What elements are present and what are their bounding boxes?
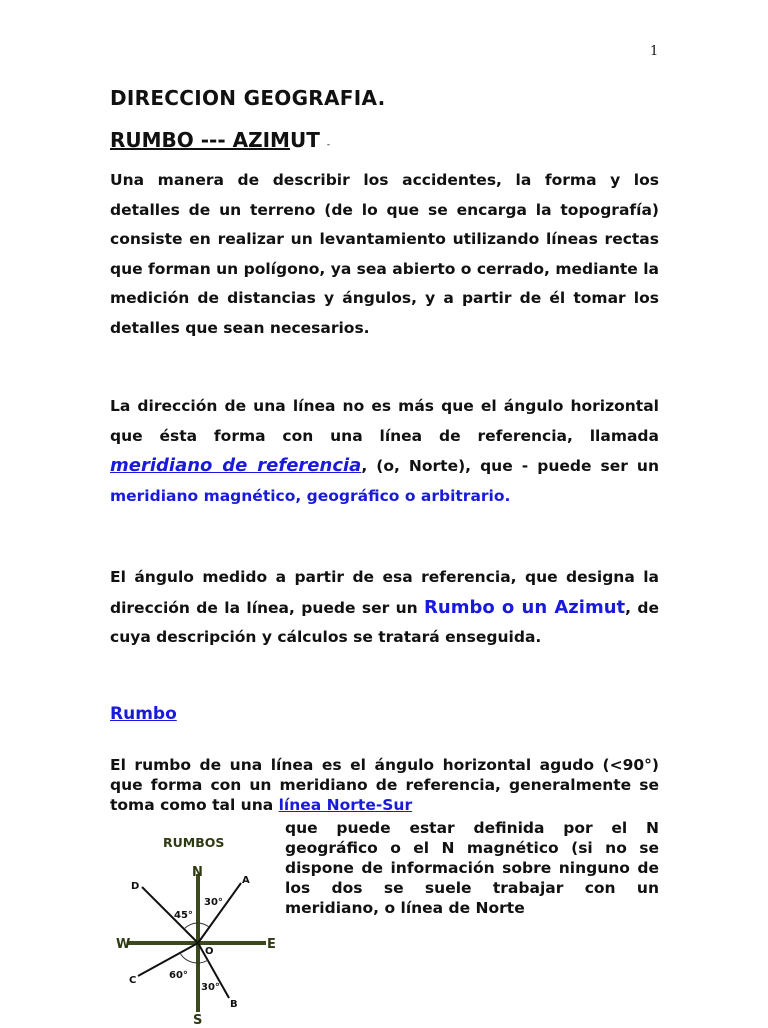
- paragraph-rumbo-text-1: El rumbo de una línea es el ángulo horizontal agudo (<90°) que forma con un meridiano de referencia, generalmente se toma como tal una: [110, 756, 659, 814]
- line-oa: [198, 883, 241, 943]
- rumbo-heading-link[interactable]: Rumbo: [110, 704, 177, 724]
- angle-na-label: 30°: [204, 897, 223, 908]
- angle-sb-label: 30°: [201, 982, 220, 993]
- paragraph-rumbo: [110, 755, 659, 815]
- paragraph-angle-text-2: , de cuya descripción y cálculos se tratará enseguida.: [110, 598, 659, 646]
- diagram-title: RUMBOS: [163, 835, 225, 850]
- rumbos-diagram-svg: [108, 826, 280, 1024]
- point-a-label: A: [242, 875, 250, 886]
- subtitle-rest: UT: [289, 128, 320, 152]
- angle-sc-label: 60°: [169, 970, 188, 981]
- arc-nd: [184, 923, 198, 929]
- south-label: S: [193, 1013, 203, 1024]
- paragraph-angle-text-1: El ángulo medido a partir de esa referencia, que designa la dirección de la línea, puede ser un: [110, 568, 659, 617]
- paragraph-direction: [110, 392, 659, 511]
- point-d-label: D: [131, 881, 140, 892]
- rumbo-azimut-highlight: Rumbo o un Azimut: [424, 596, 626, 618]
- paragraph-direction-blue-text: meridiano magnético, geográfico o arbitrario.: [110, 486, 511, 505]
- north-label: N: [192, 865, 203, 880]
- paragraph-intro: Una manera de describir los accidentes, la forma y los detalles de un terreno (de lo que se encarga la topografía) consiste en realizar un levantamiento utilizando líneas rectas que forman un polígono, ya sea abierto o cerrado, mediante la medición de distancias y ángulos, y a partir de él tomar los detalles que sean necesarios.: [110, 171, 659, 337]
- meridiano-referencia-link[interactable]: meridiano de referencia: [110, 455, 362, 476]
- subtitle-dash: -: [326, 140, 331, 150]
- point-b-label: B: [230, 999, 238, 1010]
- subtitle-underlined: RUMBO --- AZIM: [110, 128, 290, 152]
- angle-nd-label: 45°: [174, 910, 193, 921]
- paragraph-angle: [110, 563, 659, 653]
- east-label: E: [267, 937, 276, 952]
- arc-sc: [180, 953, 198, 963]
- paragraph-direction-text-1: La dirección de una línea no es más que el ángulo horizontal que ésta forma con una línea de referencia, llamada: [110, 397, 659, 445]
- page-number: 1: [650, 44, 659, 59]
- west-label: W: [116, 937, 131, 952]
- rumbos-diagram: [108, 826, 280, 1024]
- origin-label: O: [205, 946, 214, 957]
- paragraph-rumbo-continued: que puede estar definida por el N geográfico o el N magnético (si no se dispone de información sobre ninguno de los dos se suele trabajar con un meridiano, o línea de Norte: [285, 819, 659, 917]
- line-oc: [138, 943, 198, 976]
- document-subtitle: [110, 128, 330, 152]
- document-title: DIRECCION GEOGRAFIA.: [110, 86, 386, 110]
- point-c-label: C: [129, 975, 137, 986]
- paragraph-direction-text-2: , (o, Norte), que - puede ser un: [361, 457, 660, 475]
- linea-norte-sur-link[interactable]: línea Norte-Sur: [278, 796, 413, 814]
